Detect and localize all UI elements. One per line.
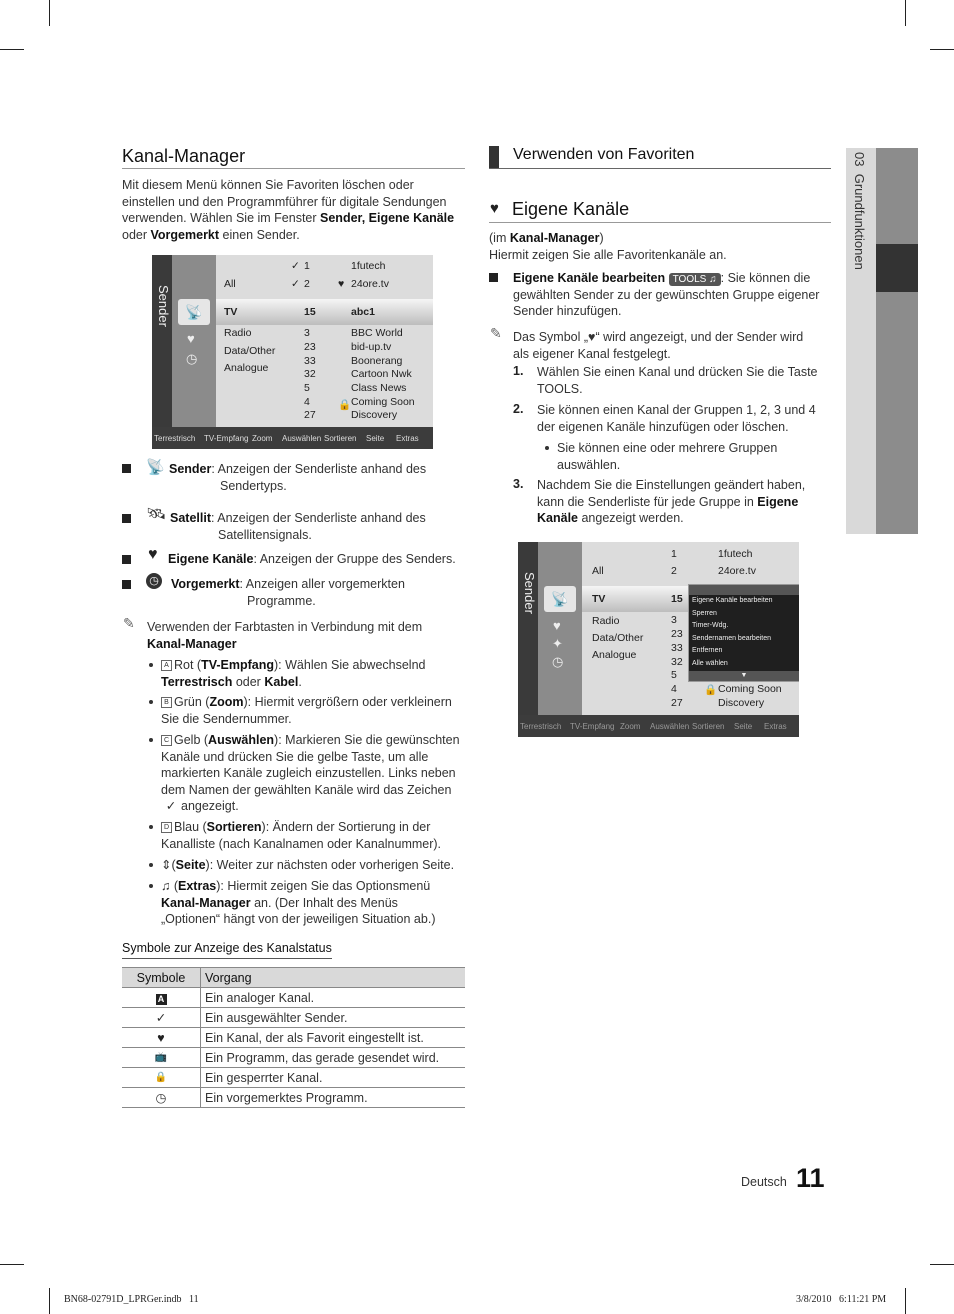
group-label: Data/Other: [224, 345, 276, 357]
bullet-text: oder: [232, 674, 265, 689]
print-date-info: 3/8/2010 6:11:21 PM: [796, 1294, 887, 1305]
list-item: [168, 551, 463, 568]
heart-icon: ♥: [148, 546, 158, 563]
sender-icon: 📡: [544, 586, 576, 612]
step-line: der eigenen Kanäle hinzufügen oder löschen.: [537, 419, 789, 434]
step-number: 2.: [513, 402, 524, 416]
list-item: [171, 576, 461, 609]
heart-icon: ♥: [338, 278, 345, 290]
tools-badge-label: TOOLS: [672, 274, 707, 285]
symbols-title: Symbole zur Anzeige des Kanalstatus: [122, 940, 332, 959]
footer-label: Sortieren: [692, 722, 725, 731]
extras-icon: ♫: [161, 879, 171, 893]
heading-bar-marker: [489, 146, 499, 168]
item-text: : Anzeigen der Senderliste anhand des: [211, 462, 427, 476]
screen-highlight-row: [216, 299, 433, 325]
tools-badge: TOOLS ♫: [669, 273, 721, 286]
bullet-text: ): Wählen Sie abwechselnd: [274, 658, 426, 672]
bullet-term: Zoom: [209, 695, 244, 709]
channel-name: Coming Soon: [718, 683, 782, 695]
bullet-dot: [149, 825, 153, 829]
step-line: TOOLS: [537, 381, 580, 396]
bullet-item: [161, 819, 466, 852]
table-cell: Ein analoger Kanal.: [201, 988, 466, 1008]
step-line: .: [579, 381, 583, 396]
channel-number: 4: [671, 683, 677, 695]
screen-icon-column: [172, 255, 216, 427]
bullet-text: Sie die Sendernummer.: [161, 711, 292, 726]
screen-side-bar: [152, 255, 172, 427]
table-cell: Ein ausgewählter Sender.: [201, 1008, 466, 1028]
item-term: Eigene Kanäle: [168, 552, 254, 566]
section-heading-eigene-kanaele: Eigene Kanäle: [512, 199, 630, 219]
step-term: Eigene: [757, 494, 799, 509]
channel-name: bid-up.tv: [351, 341, 392, 353]
channel-number: 32: [304, 368, 316, 380]
bullet-text: Blau (: [174, 820, 207, 834]
clock-icon: ◷: [552, 654, 564, 669]
screen-footer: [152, 427, 433, 449]
crop-mark: [0, 49, 24, 50]
intro-line: (im: [489, 231, 510, 245]
satellite-icon: 🛰: [146, 506, 167, 523]
menu-top-band: [689, 585, 799, 595]
channel-name: Class News: [351, 382, 407, 394]
channel-number: 15: [304, 306, 316, 318]
channel-name: Boonerang: [351, 355, 403, 367]
channel-name: abc1: [351, 306, 375, 318]
table-row: [122, 1008, 465, 1028]
bullet-dot: [149, 700, 153, 704]
note-line: Das Symbol „: [513, 330, 589, 344]
bullet-item: [161, 878, 466, 928]
footer-language: Deutsch: [741, 1175, 787, 1189]
group-label: All: [592, 565, 604, 577]
channel-number: 33: [304, 355, 316, 367]
channel-number: 2: [671, 565, 677, 577]
group-label: Radio: [224, 327, 252, 339]
bullet-text: ): Ändern der Sortierung in der: [261, 820, 431, 834]
list-square: [122, 580, 131, 589]
heart-icon: ♥: [588, 330, 596, 344]
channel-manager-screen: [152, 255, 433, 449]
screen-side-bar: [518, 542, 538, 715]
menu-item[interactable]: Sperren: [692, 610, 717, 617]
channel-number: 4: [304, 396, 310, 408]
step-number: 3.: [513, 477, 524, 491]
step-line: kann die Senderliste für jede Gruppe in: [537, 494, 758, 509]
note-term: Kanal-Manager: [147, 636, 237, 651]
bullet-text: angezeigt.: [181, 799, 239, 813]
crop-mark: [49, 1288, 50, 1314]
heart-icon: ♥: [122, 1028, 201, 1048]
bullet-item: [161, 857, 466, 874]
footer-label: Seite: [734, 722, 753, 731]
channel-number: 3: [304, 327, 310, 339]
bullet-term: Kanal-Manager: [161, 895, 251, 910]
bullet-text: „Optionen“ hängt von der jeweiligen Situation ab.): [161, 912, 436, 926]
crop-mark: [0, 1264, 24, 1265]
tools-popup-menu: [688, 584, 799, 682]
bullet-text: Gelb (: [174, 733, 209, 747]
bullet-dot: [545, 446, 549, 450]
step-term: Kanäle: [537, 511, 578, 525]
footer-label: Zoom: [252, 434, 273, 443]
list-item: [170, 510, 460, 543]
bullet-term: Seite: [175, 858, 206, 872]
group-label: TV: [592, 593, 606, 605]
intro-line: verwenden. Wählen Sie im Fenster: [122, 211, 321, 225]
channel-name: 1futech: [718, 548, 753, 560]
group-label: Data/Other: [592, 632, 644, 644]
channel-number: 3: [671, 614, 677, 626]
yellow-key-icon: C: [161, 735, 172, 746]
satellite-icon: ✦: [552, 636, 563, 651]
menu-item[interactable]: Eigene Kanäle bearbeiten: [692, 597, 773, 604]
page-updown-icon: ⇕: [161, 858, 172, 872]
group-label: Radio: [592, 615, 620, 627]
sender-icon: 📡: [178, 299, 210, 325]
bullet-dot: [149, 863, 153, 867]
intro-line: oder: [122, 227, 151, 242]
item-text: Programme.: [247, 593, 316, 608]
footer-label: Extras: [396, 434, 419, 443]
channel-name: Cartoon Nwk: [351, 368, 412, 380]
list-square: [122, 555, 131, 564]
print-file-info: BN68-02791D_LPRGer.indb 11: [64, 1294, 199, 1305]
note-line: als eigener Kanal festgelegt.: [513, 346, 671, 361]
step-text: [537, 364, 832, 397]
check-icon: ✓: [291, 278, 300, 290]
chapter-tab: [846, 148, 876, 534]
intro-term: Sender, Eigene Kanäle: [320, 211, 455, 225]
symbols-table: [122, 967, 465, 1108]
crop-mark: [905, 0, 906, 26]
subsection-heading: Verwenden von Favoriten: [513, 146, 695, 163]
heading-rule: [489, 168, 831, 169]
check-icon: ✓: [122, 1008, 201, 1028]
green-key-icon: B: [161, 697, 172, 708]
intro-line: Mit diesem Menü können Sie Favoriten löschen oder: [122, 178, 414, 192]
menu-item[interactable]: Entfernen: [692, 647, 723, 654]
footer-label: TV-Empfang: [570, 722, 615, 731]
channel-number: 15: [671, 593, 683, 605]
crop-mark: [905, 1288, 906, 1314]
table-header: Symbole: [122, 968, 201, 988]
chevron-down-icon: ▼: [689, 671, 799, 681]
footer-label: Seite: [366, 434, 385, 443]
bullet-term: TV-Empfang: [201, 658, 275, 672]
step-text: [537, 477, 832, 527]
bullet-term: Terrestrisch: [161, 674, 233, 689]
table-cell: Ein Programm, das gerade gesendet wird.: [201, 1048, 466, 1068]
channel-number: 33: [671, 642, 683, 654]
footer-label: TV-Empfang: [204, 434, 249, 443]
bullet-text: Rot (: [174, 658, 202, 672]
bullet-item: [161, 732, 466, 815]
table-cell: Ein vorgemerktes Programm.: [201, 1088, 466, 1108]
bullet-text: Sie können eine oder mehrere Gruppen: [557, 441, 778, 455]
note-text: [147, 619, 467, 652]
lock-icon: 🔒: [122, 1068, 201, 1088]
channel-number: 2: [304, 278, 310, 290]
channel-number: 1: [671, 548, 677, 560]
note-line: Verwenden der Farbtasten in Verbindung mit dem: [147, 620, 423, 634]
red-key-icon: A: [161, 660, 172, 671]
clock-icon: ◷: [122, 1088, 201, 1108]
table-row: [122, 1048, 465, 1068]
bullet-text: ): Weiter zur nächsten oder vorherigen Seite.: [205, 858, 455, 872]
intro-line: ): [599, 231, 604, 245]
crop-mark: [49, 0, 50, 26]
group-label: All: [224, 278, 236, 290]
table-header: Vorgang: [201, 968, 466, 988]
footer-label: Extras: [764, 722, 787, 731]
lock-icon: 🔒: [338, 399, 352, 411]
bullet-term: Auswählen: [208, 733, 275, 747]
group-label: Analogue: [592, 649, 637, 661]
bullet-term: Sortieren: [206, 820, 262, 834]
channel-name: Discovery: [718, 697, 765, 709]
clock-icon: ◷: [186, 351, 198, 366]
table-row: [122, 1088, 465, 1108]
blue-key-icon: D: [161, 822, 172, 833]
page-number: 11: [796, 1163, 825, 1193]
note-pencil-icon: ✎: [490, 325, 502, 341]
item-text: : Sie können die: [720, 271, 811, 285]
item-text: Sender hinzufügen.: [513, 304, 622, 318]
item-text: : Anzeigen der Gruppe des Senders.: [253, 552, 456, 566]
table-row: [122, 1068, 465, 1088]
bullet-text: ): Hiermit zeigen Sie das Optionsmenü: [216, 879, 431, 893]
item-term: Vorgemerkt: [171, 577, 240, 591]
crop-mark: [930, 49, 954, 50]
channel-number: 32: [671, 656, 683, 668]
note-text: [513, 329, 835, 362]
bullet-text: Grün (: [174, 695, 210, 709]
channel-name: 1futech: [351, 260, 386, 272]
list-item: [169, 461, 459, 494]
step-line: Nachdem Sie die Einstellungen geändert haben,: [537, 478, 806, 492]
item-term: Eigene Kanäle bearbeiten: [513, 271, 666, 285]
check-icon: ✓: [291, 260, 300, 272]
item-term: Sender: [169, 462, 212, 476]
channel-number: 1: [304, 260, 310, 272]
chapter-tab-dark: [876, 148, 918, 534]
analog-a-icon: A: [156, 994, 167, 1005]
bullet-text: markierten Kanäle zugleich einzustellen. Links neben: [161, 766, 456, 780]
channel-name: Discovery: [351, 409, 398, 421]
screen-icon-column: [538, 542, 582, 715]
channel-name: 24ore.tv: [351, 278, 389, 290]
intro-line: einstellen und den Programmführer für digitale Sendungen: [122, 194, 447, 209]
bullet-item: [161, 657, 466, 690]
bullet-text: (: [171, 858, 176, 872]
item-text: : Anzeigen aller vorgemerkten: [239, 577, 405, 591]
screen-footer: [518, 715, 799, 737]
table-row: [122, 1028, 465, 1048]
tv-icon: 📺: [122, 1048, 201, 1068]
footer-label: Auswählen: [650, 722, 690, 731]
chapter-tab-active: [876, 244, 918, 292]
heart-icon: ♥: [187, 331, 195, 346]
footer-label: Terrestrisch: [154, 434, 196, 443]
footer-label: Zoom: [620, 722, 641, 731]
note-line: “ wird angezeigt, und der Sender wird: [595, 330, 804, 344]
intro-line: Hiermit zeigen Sie alle Favoritenkanäle an.: [489, 247, 727, 262]
table-cell: Ein gesperrter Kanal.: [201, 1068, 466, 1088]
chapter-title: Grundfunktionen: [852, 173, 867, 270]
note-pencil-icon: ✎: [123, 615, 135, 631]
heart-icon: ♥: [490, 200, 499, 217]
chapter-number: 03: [852, 152, 867, 167]
bullet-dot: [149, 663, 153, 667]
intro-line: einen Sender.: [219, 227, 300, 242]
chapter-label: [852, 152, 867, 270]
table-row: [122, 988, 465, 1008]
channel-number: 5: [671, 669, 677, 681]
channel-number: 27: [304, 409, 316, 421]
intro-text: [489, 230, 834, 263]
intro-term: Kanal-Manager: [509, 231, 600, 245]
list-square: [122, 464, 131, 473]
crop-mark: [930, 1264, 954, 1265]
step-line: Sie können einen Kanal der Gruppen 1, 2, 3 und 4: [537, 403, 816, 417]
sub-bullet: [557, 440, 827, 473]
lock-icon: 🔒: [704, 684, 718, 696]
check-icon: ✓: [165, 799, 177, 813]
bullet-text: auswählen.: [557, 457, 621, 472]
table-cell: Ein Kanal, der als Favorit eingestellt ist.: [201, 1028, 466, 1048]
list-item: [513, 270, 835, 320]
menu-item[interactable]: Timer-Wdg.: [692, 622, 729, 629]
group-label: TV: [224, 306, 238, 318]
channel-name: Coming Soon: [351, 396, 415, 408]
channel-number: 23: [671, 628, 683, 640]
intro-text: [122, 177, 467, 243]
section-heading-kanal-manager: Kanal-Manager: [122, 146, 246, 166]
channel-name: BBC World: [351, 327, 403, 339]
clock-icon: ◷: [146, 573, 162, 589]
bullet-text: .: [298, 674, 302, 689]
channel-manager-tools-screen: [518, 542, 799, 737]
channel-name: 24ore.tv: [718, 565, 756, 577]
bullet-dot: [149, 738, 153, 742]
item-text: : Anzeigen der Senderliste anhand des: [211, 511, 426, 525]
item-text: gewählten Sender zu der gewünschten Gruppe eigener: [513, 287, 820, 302]
screen-side-label: Sender: [522, 572, 537, 614]
item-term: Satellit: [170, 511, 211, 525]
bullet-text: ): Hiermit vergrößern oder verkleinern: [243, 695, 452, 709]
step-text: [537, 402, 832, 435]
intro-term: Vorgemerkt: [150, 227, 220, 242]
bullet-text: (: [170, 879, 179, 893]
list-square: [489, 273, 498, 282]
step-line: angezeigt werden.: [578, 511, 684, 525]
group-label: Analogue: [224, 362, 269, 374]
footer-label: Auswählen: [282, 434, 322, 443]
heading-rule: [489, 222, 831, 223]
footer-label: Terrestrisch: [520, 722, 562, 731]
bullet-item: [161, 694, 466, 727]
heart-icon: ♥: [553, 618, 561, 633]
menu-item[interactable]: Alle wählen: [692, 660, 728, 667]
step-line: Wählen Sie einen Kanal und drücken Sie die Taste: [537, 365, 818, 379]
screen-side-label: Sender: [156, 285, 171, 327]
list-square: [122, 514, 131, 523]
bullet-dot: [149, 884, 153, 888]
footer-label: Sortieren: [324, 434, 357, 443]
item-text: Sendertyps.: [220, 478, 287, 493]
menu-item[interactable]: Sendernamen bearbeiten: [692, 635, 772, 642]
channel-number: 23: [304, 341, 316, 353]
item-text: Satellitensignals.: [218, 527, 312, 542]
bullet-term: Extras: [178, 879, 217, 893]
bullet-text: Kanalliste (nach Kanalnamen oder Kanalnummer).: [161, 836, 442, 851]
bullet-text: Kanäle und drücken Sie die gelbe Taste, um alle: [161, 749, 429, 764]
channel-number: 5: [304, 382, 310, 394]
bullet-text: dem Namen der gewählten Kanäle wird das Zeichen: [161, 782, 452, 797]
heading-rule: [122, 168, 465, 169]
bullet-text: ): Markieren Sie die gewünschten: [274, 733, 460, 747]
sender-icon: 📡: [146, 459, 165, 476]
table-header-row: [122, 968, 465, 988]
bullet-text: an. (Der Inhalt des Menüs: [250, 895, 398, 910]
bullet-term: Kabel: [264, 674, 299, 689]
channel-number: 27: [671, 697, 683, 709]
step-number: 1.: [513, 364, 524, 378]
